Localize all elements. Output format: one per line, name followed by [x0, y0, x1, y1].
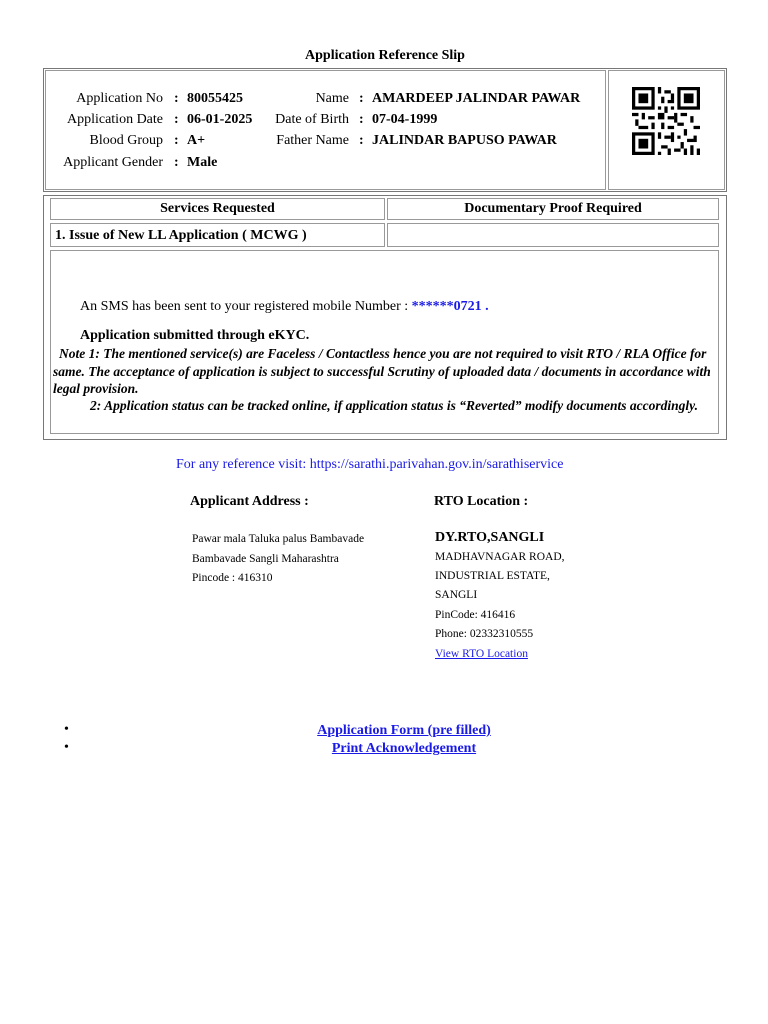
view-rto-location-link[interactable]: View RTO Location: [435, 648, 528, 660]
applicant-info-cell: [45, 70, 606, 190]
print-acknowledgement-link[interactable]: Print Acknowledgement: [331, 741, 477, 756]
note-1: Note 1: The mentioned service(s) are Faceless / Contactless hence you are not required to visit RTO / RLA Office for same. The acceptance of application is subject to successful Scrutiny of uploaded data / documents in accordance with legal provision.: [53, 346, 711, 396]
sms-number: ******0721 .: [411, 299, 489, 314]
colon: :: [359, 112, 364, 127]
sms-text: An SMS has been sent to your registered mobile Number :: [80, 299, 409, 314]
services-requested-header: Services Requested: [160, 201, 275, 216]
rto-location-heading: RTO Location :: [434, 494, 529, 509]
name-label: Name: [315, 91, 349, 106]
name-value: AMARDEEP JALINDAR PAWAR: [372, 91, 581, 106]
service-item: 1. Issue of New LL Application ( MCWG ): [55, 228, 307, 243]
dob-label: Date of Birth: [275, 112, 349, 127]
rto-line-3: SANGLI: [435, 589, 478, 601]
sms-message: [80, 299, 489, 315]
colon: :: [174, 155, 179, 170]
father-name-label: Father Name: [276, 133, 349, 148]
blood-group-label: Blood Group: [89, 133, 163, 148]
documentary-proof-header: Documentary Proof Required: [464, 201, 642, 216]
rto-name: DY.RTO,SANGLI: [435, 530, 545, 545]
colon: :: [174, 112, 179, 127]
bullet: •: [64, 722, 69, 737]
application-form-link[interactable]: Application Form (pre filled): [317, 723, 491, 738]
note-2: 2: Application status can be tracked online, if application status is “Reverted” modify documents accordingly.: [90, 398, 698, 413]
applicant-details-box: [43, 68, 727, 192]
address-pincode: Pincode : 416310: [192, 572, 273, 584]
proof-row-cell: [387, 223, 719, 247]
rto-line-2: INDUSTRIAL ESTATE,: [435, 570, 550, 582]
colon: :: [174, 91, 179, 106]
address-line-2: Bambavade Sangli Maharashtra: [192, 553, 339, 565]
application-date-label: Application Date: [66, 112, 163, 127]
address-line-1: Pawar mala Taluka palus Bambavade: [192, 533, 365, 545]
colon: :: [174, 133, 179, 148]
qr-code-icon: [632, 87, 700, 155]
colon: :: [359, 133, 364, 148]
blood-group-value: A+: [187, 133, 206, 148]
reference-link-text: For any reference visit: https://sarathi.parivahan.gov.in/sarathiservice: [176, 457, 564, 472]
rto-phone: Phone: 02332310555: [435, 628, 534, 640]
gender-value: Male: [187, 155, 218, 170]
ekyc-message: Application submitted through eKYC.: [80, 328, 310, 343]
colon: :: [359, 91, 364, 106]
gender-label: Applicant Gender: [63, 155, 163, 170]
application-date-value: 06-01-2025: [187, 112, 253, 127]
application-no-label: Application No: [76, 91, 163, 106]
rto-line-1: MADHAVNAGAR ROAD,: [435, 551, 565, 563]
rto-pincode: PinCode: 416416: [435, 609, 516, 621]
application-no-value: 80055425: [187, 91, 243, 106]
bullet: •: [64, 740, 69, 755]
applicant-address-heading: Applicant Address :: [190, 494, 309, 509]
father-name-value: JALINDAR BAPUSO PAWAR: [372, 133, 557, 148]
dob-value: 07-04-1999: [372, 112, 438, 127]
page-title: Application Reference Slip: [305, 48, 465, 63]
